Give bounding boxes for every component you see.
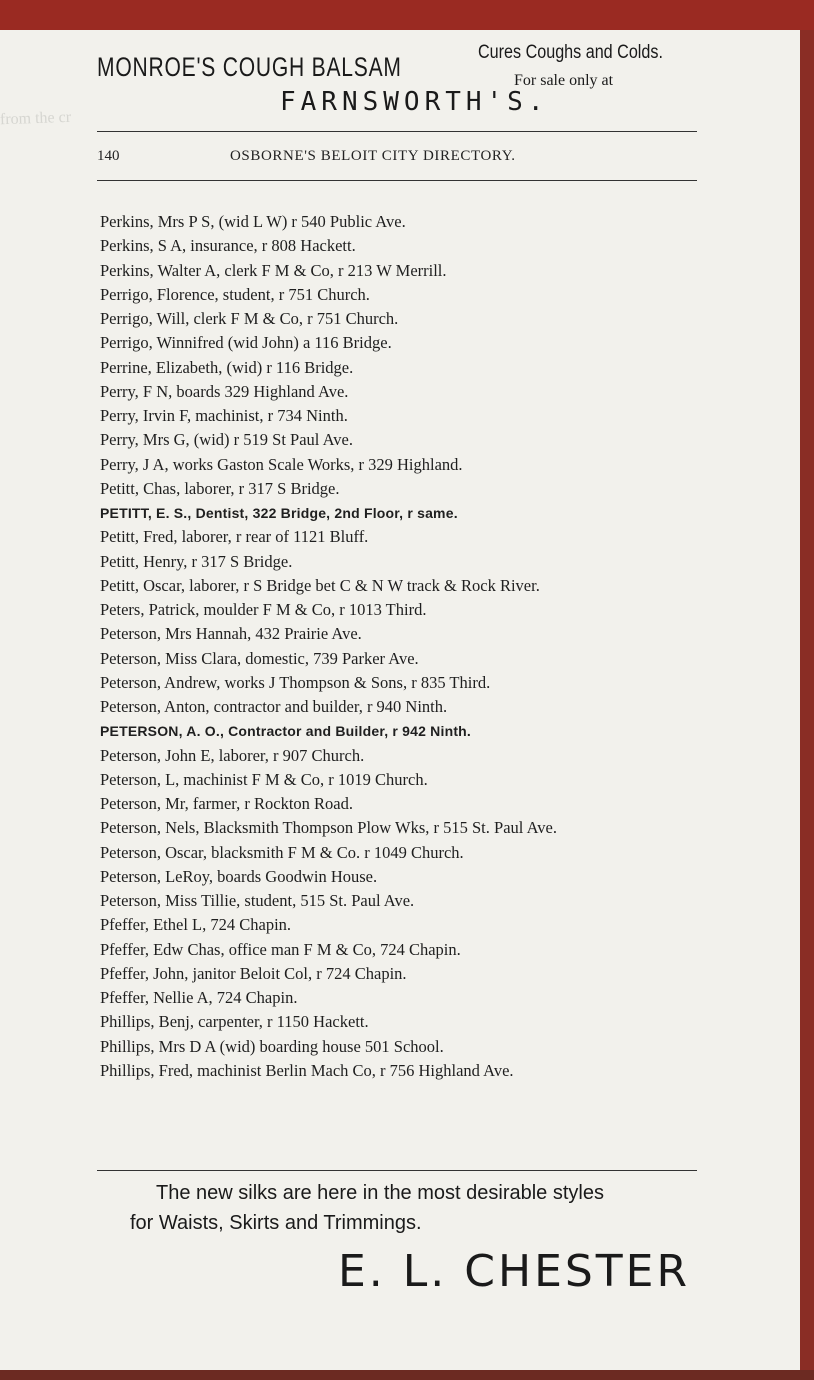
directory-entry: Perry, Irvin F, machinist, r 734 Ninth. <box>100 406 348 425</box>
directory-entry: Phillips, Benj, carpenter, r 1150 Hackett. <box>100 1012 369 1032</box>
page-title: OSBORNE'S BELOIT CITY DIRECTORY. <box>230 148 516 164</box>
book-right-edge <box>800 30 814 1380</box>
book-bottom-edge <box>0 1370 814 1380</box>
directory-entry: Phillips, Mrs D A (wid) boarding house 501 School. <box>100 1036 444 1056</box>
directory-entry: Pfeffer, John, janitor Beloit Col, r 724 Chapin. <box>100 963 407 983</box>
show-through-text: from the cr <box>0 108 72 129</box>
directory-entry: Perrigo, Will, clerk F M & Co, r 751 Church. <box>100 309 399 328</box>
directory-entry: Perry, F N, boards 329 Highland Ave. <box>100 381 349 401</box>
book-top-edge <box>0 0 814 30</box>
directory-entry: Perkins, S A, insurance, r 808 Hackett. <box>100 236 356 256</box>
directory-entry: Peterson, John E, laborer, r 907 Church. <box>100 745 365 765</box>
ad-brand: MONROE'S COUGH BALSAM <box>97 52 402 82</box>
directory-entry: Peterson, Andrew, works J Thompson & Sons, r 835 Third. <box>100 672 491 692</box>
directory-entry: Perry, Mrs G, (wid) r 519 St Paul Ave. <box>100 430 353 450</box>
directory-entry: Pfeffer, Nellie A, 724 Chapin. <box>100 988 298 1007</box>
ad-merchant-name: E. L. CHESTER <box>338 1246 691 1297</box>
ad-sale-text: For sale only at <box>514 72 614 89</box>
directory-entry: Perkins, Walter A, clerk F M & Co, r 213 W Merrill. <box>100 260 447 280</box>
directory-entry: Peterson, Oscar, blacksmith F M & Co. r 1049 Church. <box>100 842 464 862</box>
bottom-advertisement <box>0 1160 800 1370</box>
top-advertisement <box>0 30 800 130</box>
directory-entry: Peterson, LeRoy, boards Goodwin House. <box>100 866 378 886</box>
directory-entry: Peterson, Miss Clara, domestic, 739 Parker Ave. <box>100 648 419 668</box>
directory-entry: Pfeffer, Edw Chas, office man F M & Co, 724 Chapin. <box>100 939 461 959</box>
directory-entry: Peters, Patrick, moulder F M & Co, r 1013 Third. <box>100 600 427 619</box>
directory-entry: Peterson, Anton, contractor and builder, r 940 Ninth. <box>100 697 448 716</box>
directory-entry: Petitt, Oscar, laborer, r S Bridge bet C & N W track & Rock River. <box>100 575 540 595</box>
ad-line-1: The new silks are here in the most desirable styles <box>156 1182 604 1204</box>
directory-entry: Peterson, Nels, Blacksmith Thompson Plow Wks, r 515 St. Paul Ave. <box>100 818 557 838</box>
page-number: 140 <box>97 148 120 164</box>
ad-store-name: FARNSWORTH'S. <box>280 87 549 117</box>
directory-entry: Petitt, Fred, laborer, r rear of 1121 Bluff. <box>100 527 369 547</box>
directory-entry: Petitt, Henry, r 317 S Bridge. <box>100 551 293 571</box>
directory-entry: Peterson, L, machinist F M & Co, r 1019 Church. <box>100 769 428 789</box>
directory-entry: Petitt, Chas, laborer, r 317 S Bridge. <box>100 478 340 498</box>
ad-line-2: for Waists, Skirts and Trimmings. <box>130 1212 422 1234</box>
directory-entry: Perry, J A, works Gaston Scale Works, r 329 Highland. <box>100 454 463 474</box>
header-rule-bottom <box>97 180 697 181</box>
page-header <box>97 148 697 172</box>
directory-entry: Peterson, Mrs Hannah, 432 Prairie Ave. <box>100 624 362 644</box>
header-rule-top <box>97 131 697 132</box>
directory-entry: Peterson, Mr, farmer, r Rockton Road. <box>100 794 353 813</box>
directory-entry-advert: PETITT, E. S., Dentist, 322 Bridge, 2nd Floor, r same. <box>100 505 458 521</box>
directory-listings <box>100 210 780 1083</box>
directory-entry: Perrigo, Florence, student, r 751 Church. <box>100 284 370 304</box>
directory-entry: Perkins, Mrs P S, (wid L W) r 540 Public Ave. <box>100 212 406 231</box>
directory-entry: Phillips, Fred, machinist Berlin Mach Co, r 756 Highland Ave. <box>100 1060 514 1080</box>
ad-tagline: Cures Coughs and Colds. <box>478 42 663 63</box>
directory-entry: Perrine, Elizabeth, (wid) r 116 Bridge. <box>100 357 354 377</box>
directory-entry: Pfeffer, Ethel L, 724 Chapin. <box>100 915 292 935</box>
directory-page <box>0 30 800 1370</box>
directory-entry: Perrigo, Winnifred (wid John) a 116 Bridge. <box>100 333 392 353</box>
directory-entry: Peterson, Miss Tillie, student, 515 St. Paul Ave. <box>100 891 415 910</box>
directory-entry-advert: PETERSON, A. O., Contractor and Builder, r 942 Ninth. <box>100 723 472 740</box>
